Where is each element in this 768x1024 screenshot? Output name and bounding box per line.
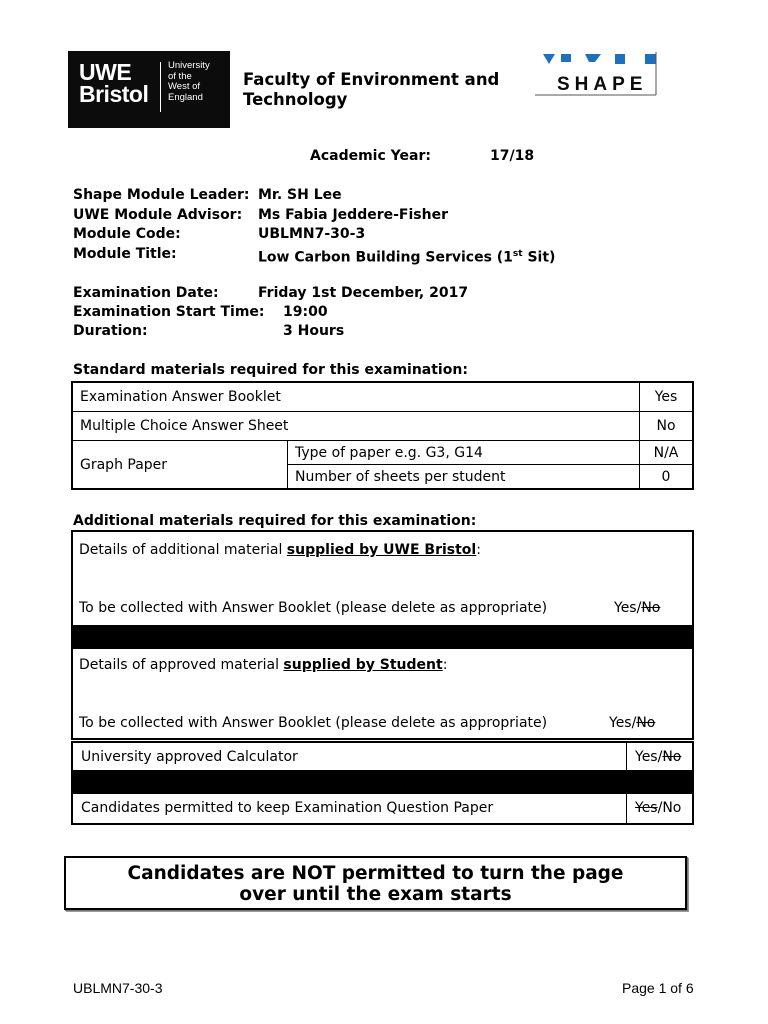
academic-year-label: Academic Year: <box>310 148 431 164</box>
additional-materials-heading: Additional materials required for this examination: <box>73 513 477 529</box>
module-code-label: Module Code: <box>73 226 181 242</box>
shape-logo-text: SHAPE <box>557 74 648 95</box>
black-separator <box>71 772 694 794</box>
standard-materials-table <box>71 381 694 490</box>
exam-date-value: Friday 1st December, 2017 <box>258 285 469 301</box>
column-divider <box>626 794 627 823</box>
table-row <box>72 382 693 412</box>
footer-page-number: Page 1 of 6 <box>622 980 694 996</box>
mcq-sheet-label: Multiple Choice Answer Sheet <box>72 412 640 441</box>
module-title-value: Low Carbon Building Services (1st Sit) <box>258 249 556 266</box>
student-collect-yes-no: Yes/No <box>609 715 656 731</box>
calculator-yes-no: Yes/No <box>635 749 682 765</box>
module-advisor-label: UWE Module Advisor: <box>73 207 243 223</box>
uwe-bristol-logo <box>68 51 230 128</box>
sheets-per-student-label: Number of sheets per student <box>288 465 640 490</box>
paper-type-label: Type of paper e.g. G3, G14 <box>288 441 640 465</box>
column-divider <box>626 743 627 770</box>
answer-booklet-value: Yes <box>640 382 694 412</box>
uwe-logo-sub: University of the West of England <box>168 60 210 103</box>
academic-year-value: 17/18 <box>490 148 535 164</box>
uwe-collect-text: To be collected with Answer Booklet (please delete as appropriate) <box>79 600 548 616</box>
table-row <box>72 441 693 465</box>
uwe-collect-yes-no: Yes/No <box>614 600 661 616</box>
sheets-per-student-value: 0 <box>640 465 694 490</box>
calculator-row <box>71 741 694 772</box>
module-leader-value: Mr. SH Lee <box>258 187 342 203</box>
black-separator <box>73 625 692 649</box>
mcq-sheet-value: No <box>640 412 694 441</box>
module-leader-label: Shape Module Leader: <box>73 187 250 203</box>
keep-paper-label: Candidates permitted to keep Examination Question Paper <box>81 800 494 816</box>
table-row <box>72 412 693 441</box>
uwe-supplied-details: Details of additional material supplied by UWE Bristol: <box>79 542 481 558</box>
module-title-label: Module Title: <box>73 246 177 262</box>
keep-paper-yes-no: Yes/No <box>635 800 682 816</box>
graph-paper-label: Graph Paper <box>72 441 288 490</box>
calculator-label: University approved Calculator <box>81 749 298 765</box>
keep-paper-row <box>71 794 694 825</box>
exam-notice: Candidates are NOT permitted to turn the page over until the exam starts <box>64 856 687 910</box>
student-collect-text: To be collected with Answer Booklet (please delete as appropriate) <box>79 715 548 731</box>
module-code-value: UBLMN7-30-3 <box>258 226 366 242</box>
uwe-logo-main: UWE Bristol <box>79 59 149 107</box>
faculty-title: Faculty of Environment and Technology <box>243 70 500 109</box>
student-supplied-details: Details of approved material supplied by Student: <box>79 657 448 673</box>
duration-label: Duration: <box>73 323 148 339</box>
shape-logo <box>535 52 657 96</box>
exam-start-value: 19:00 <box>283 304 328 320</box>
answer-booklet-label: Examination Answer Booklet <box>72 382 640 412</box>
footer-module-code: UBLMN7-30-3 <box>73 980 163 996</box>
exam-date-label: Examination Date: <box>73 285 219 301</box>
uwe-logo-divider <box>160 62 161 112</box>
standard-materials-heading: Standard materials required for this examination: <box>73 362 468 378</box>
additional-materials-box <box>71 530 694 740</box>
exam-start-label: Examination Start Time: <box>73 304 265 320</box>
module-advisor-value: Ms Fabia Jeddere-Fisher <box>258 207 448 223</box>
paper-type-value: N/A <box>640 441 694 465</box>
duration-value: 3 Hours <box>283 323 345 339</box>
